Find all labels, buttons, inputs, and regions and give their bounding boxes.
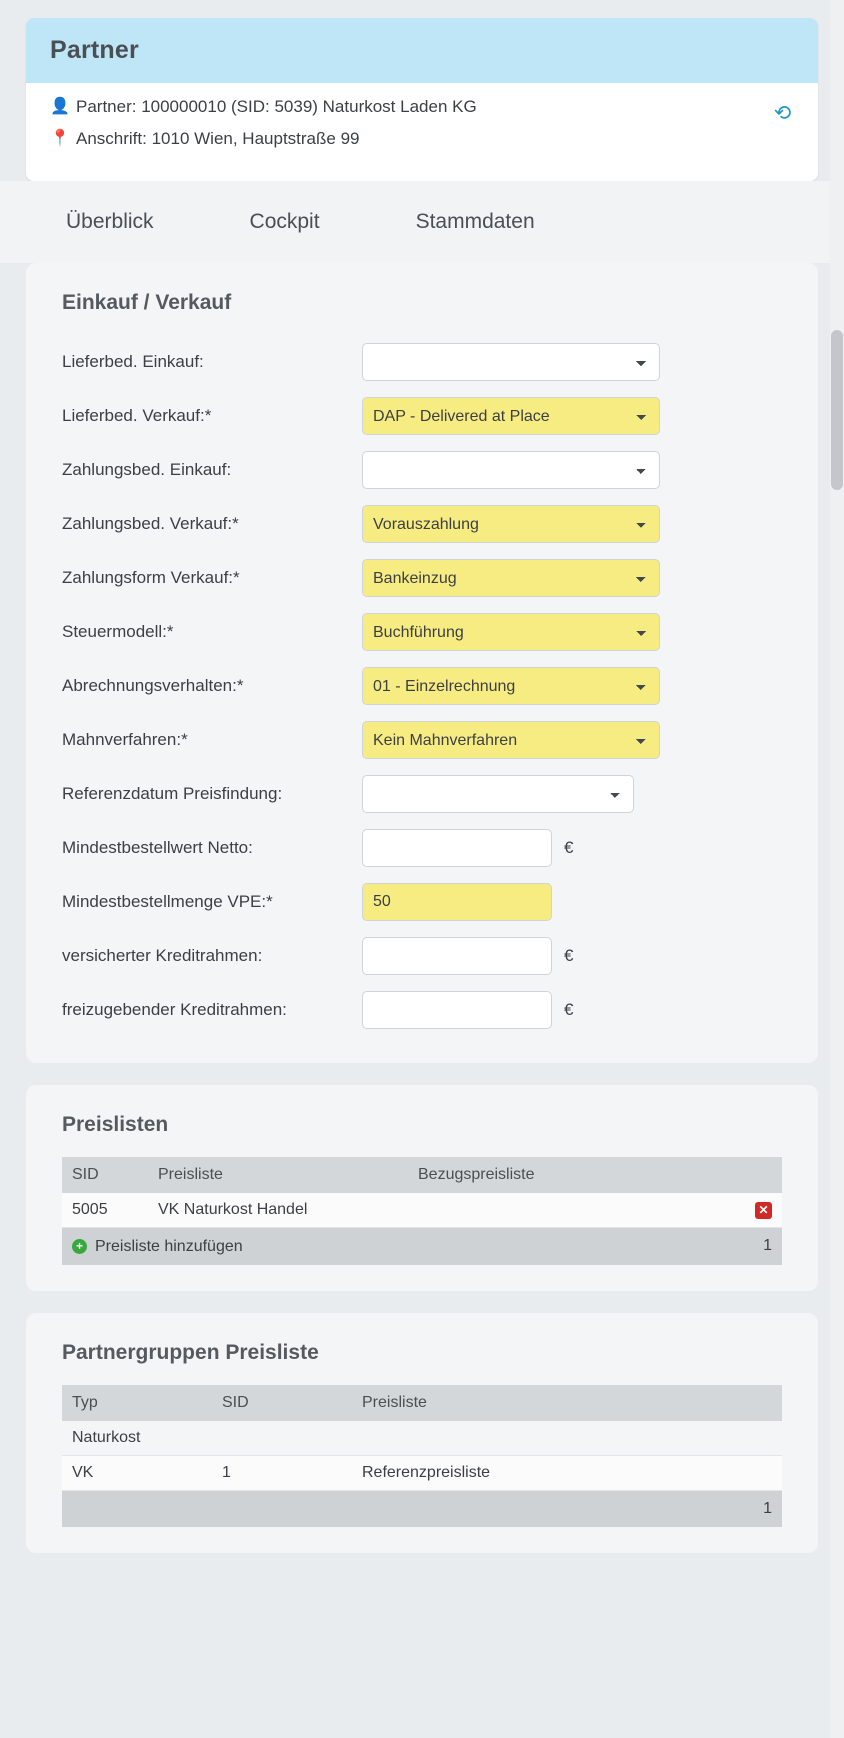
form-row-zahlungsbed-einkauf bbox=[62, 443, 782, 497]
preislisten-count: 1 bbox=[742, 1228, 782, 1265]
tab-uberblick[interactable]: Überblick bbox=[66, 210, 154, 233]
form-row-lieferbed-einkauf bbox=[62, 335, 782, 389]
partner-details bbox=[26, 83, 818, 181]
cell-sid2: 1 bbox=[212, 1455, 352, 1490]
form-row-zahlungsbed-verkauf bbox=[62, 497, 782, 551]
partnergruppen-footer-row bbox=[62, 1490, 782, 1527]
label-zahlungsbed-einkauf: Zahlungsbed. Einkauf: bbox=[62, 460, 232, 479]
partner-info-text: Partner: 100000010 (SID: 5039) Naturkost Laden KG bbox=[76, 97, 477, 116]
cell-sid: 5005 bbox=[62, 1193, 148, 1228]
partnergruppen-table-foot bbox=[62, 1490, 782, 1527]
refresh-icon[interactable]: ⟳ bbox=[774, 102, 792, 125]
label-mindestbestellwert-netto: Mindestbestellwert Netto: bbox=[62, 838, 253, 857]
label-lieferbed-verkauf: Lieferbed. Verkauf:* bbox=[62, 406, 212, 425]
preislisten-footer-row bbox=[62, 1228, 782, 1265]
delete-icon[interactable]: ✕ bbox=[755, 1202, 772, 1219]
column-header-preisliste: Preisliste bbox=[148, 1157, 408, 1193]
cell-bezugspreisliste bbox=[408, 1193, 742, 1228]
select-zahlungsbed-einkauf[interactable] bbox=[362, 451, 660, 489]
label-referenzdatum-preisfindung: Referenzdatum Preisfindung: bbox=[62, 784, 283, 803]
partnergruppen-header-row bbox=[62, 1385, 782, 1421]
map-pin-icon: 📍 bbox=[50, 130, 70, 147]
table-row[interactable] bbox=[62, 1193, 782, 1228]
form-row-referenzdatum-preisfindung bbox=[62, 767, 782, 821]
euro-symbol-mindestbestellwert: € bbox=[564, 838, 574, 857]
field-wrap-mindestbestellmenge-vpe bbox=[362, 883, 552, 921]
partnergruppen-table-body bbox=[62, 1421, 782, 1491]
label-freizugebender-kreditrahmen: freizugebender Kreditrahmen: bbox=[62, 1000, 287, 1019]
column-header-sid: SID bbox=[62, 1157, 148, 1193]
field-wrap-versicherter-kreditrahmen bbox=[362, 937, 573, 975]
partner-title-bar bbox=[26, 18, 818, 83]
plus-icon: + bbox=[72, 1239, 87, 1254]
partner-card bbox=[26, 18, 818, 181]
partnergruppen-table bbox=[62, 1385, 782, 1527]
label-steuermodell: Steuermodell:* bbox=[62, 622, 174, 641]
preislisten-table bbox=[62, 1157, 782, 1265]
person-icon: 👤 bbox=[50, 98, 70, 115]
field-wrap-referenzdatum-preisfindung bbox=[362, 775, 634, 813]
select-zahlungsform-verkauf[interactable] bbox=[362, 559, 660, 597]
column-header-preisliste2: Preisliste bbox=[352, 1385, 782, 1421]
group-row bbox=[62, 1421, 782, 1456]
cell-preisliste2: Referenzpreisliste bbox=[352, 1455, 782, 1490]
label-zahlungsbed-verkauf: Zahlungsbed. Verkauf:* bbox=[62, 514, 239, 533]
preislisten-title: Preislisten bbox=[62, 1113, 169, 1136]
add-preisliste-button[interactable] bbox=[72, 1238, 243, 1256]
input-mindestbestellmenge-vpe[interactable] bbox=[362, 883, 552, 921]
tab-stammdaten[interactable]: Stammdaten bbox=[415, 210, 535, 233]
form-row-mindestbestellwert-netto bbox=[62, 821, 782, 875]
table-row[interactable] bbox=[62, 1455, 782, 1490]
preislisten-table-head bbox=[62, 1157, 782, 1193]
tab-bar bbox=[0, 181, 844, 263]
select-lieferbed-verkauf[interactable] bbox=[362, 397, 660, 435]
select-abrechnungsverhalten[interactable] bbox=[362, 667, 660, 705]
label-zahlungsform-verkauf: Zahlungsform Verkauf:* bbox=[62, 568, 240, 587]
field-wrap-mahnverfahren bbox=[362, 721, 660, 759]
column-header-typ: Typ bbox=[62, 1385, 212, 1421]
form-row-abrechnungsverhalten bbox=[62, 659, 782, 713]
partner-info-row bbox=[50, 97, 794, 117]
partnergruppen-title: Partnergruppen Preisliste bbox=[62, 1340, 319, 1364]
select-mahnverfahren[interactable] bbox=[362, 721, 660, 759]
field-wrap-freizugebender-kreditrahmen bbox=[362, 991, 573, 1029]
partner-address-text: Anschrift: 1010 Wien, Hauptstraße 99 bbox=[76, 129, 360, 148]
einkauf-verkauf-panel bbox=[26, 263, 818, 1063]
field-wrap-abrechnungsverhalten bbox=[362, 667, 660, 705]
preislisten-panel bbox=[26, 1085, 818, 1291]
partnergruppen-panel bbox=[26, 1313, 818, 1553]
form-row-zahlungsform-verkauf bbox=[62, 551, 782, 605]
input-freizugebender-kreditrahmen[interactable] bbox=[362, 991, 552, 1029]
field-wrap-zahlungsform-verkauf bbox=[362, 559, 660, 597]
scrollbar-thumb[interactable] bbox=[831, 330, 843, 490]
euro-symbol-versicherter: € bbox=[564, 946, 574, 965]
field-wrap-lieferbed-einkauf bbox=[362, 343, 660, 381]
add-preisliste-label: Preisliste hinzufügen bbox=[95, 1237, 243, 1255]
einkauf-verkauf-title: Einkauf / Verkauf bbox=[62, 291, 232, 314]
label-mahnverfahren: Mahnverfahren:* bbox=[62, 730, 188, 749]
form-row-lieferbed-verkauf bbox=[62, 389, 782, 443]
form-row-steuermodell bbox=[62, 605, 782, 659]
preislisten-table-foot bbox=[62, 1228, 782, 1265]
field-wrap-mindestbestellwert-netto bbox=[362, 829, 573, 867]
field-wrap-zahlungsbed-einkauf bbox=[362, 451, 660, 489]
label-abrechnungsverhalten: Abrechnungsverhalten:* bbox=[62, 676, 244, 695]
preislisten-table-body bbox=[62, 1193, 782, 1228]
label-mindestbestellmenge-vpe: Mindestbestellmenge VPE:* bbox=[62, 892, 273, 911]
select-steuermodell[interactable] bbox=[362, 613, 660, 651]
preislisten-header-row bbox=[62, 1157, 782, 1193]
cell-delete bbox=[742, 1193, 782, 1228]
form-row-freizugebender-kreditrahmen bbox=[62, 983, 782, 1037]
cell-preisliste: VK Naturkost Handel bbox=[148, 1193, 408, 1228]
input-versicherter-kreditrahmen[interactable] bbox=[362, 937, 552, 975]
select-lieferbed-einkauf[interactable] bbox=[362, 343, 660, 381]
column-header-actions bbox=[742, 1157, 782, 1193]
partnergruppen-footer-spacer bbox=[62, 1490, 352, 1527]
field-wrap-zahlungsbed-verkauf bbox=[362, 505, 660, 543]
field-wrap-lieferbed-verkauf bbox=[362, 397, 660, 435]
page-scrollbar[interactable] bbox=[830, 0, 844, 1738]
tab-cockpit[interactable]: Cockpit bbox=[249, 210, 320, 233]
add-preisliste-cell bbox=[62, 1228, 742, 1265]
partnergruppen-table-head bbox=[62, 1385, 782, 1421]
label-lieferbed-einkauf: Lieferbed. Einkauf: bbox=[62, 352, 204, 371]
group-label: Naturkost bbox=[62, 1421, 782, 1456]
page-title: Partner bbox=[50, 36, 139, 64]
partner-address-row bbox=[50, 129, 794, 149]
form-row-mahnverfahren bbox=[62, 713, 782, 767]
form-row-mindestbestellmenge-vpe bbox=[62, 875, 782, 929]
label-versicherter-kreditrahmen: versicherter Kreditrahmen: bbox=[62, 946, 263, 965]
field-wrap-steuermodell bbox=[362, 613, 660, 651]
column-header-sid2: SID bbox=[212, 1385, 352, 1421]
form-row-versicherter-kreditrahmen bbox=[62, 929, 782, 983]
select-referenzdatum-preisfindung[interactable] bbox=[362, 775, 634, 813]
column-header-bezugspreisliste: Bezugspreisliste bbox=[408, 1157, 742, 1193]
select-zahlungsbed-verkauf[interactable] bbox=[362, 505, 660, 543]
euro-symbol-freizugebender: € bbox=[564, 1000, 574, 1019]
partnergruppen-count: 1 bbox=[352, 1490, 782, 1527]
cell-typ: VK bbox=[62, 1455, 212, 1490]
input-mindestbestellwert-netto[interactable] bbox=[362, 829, 552, 867]
